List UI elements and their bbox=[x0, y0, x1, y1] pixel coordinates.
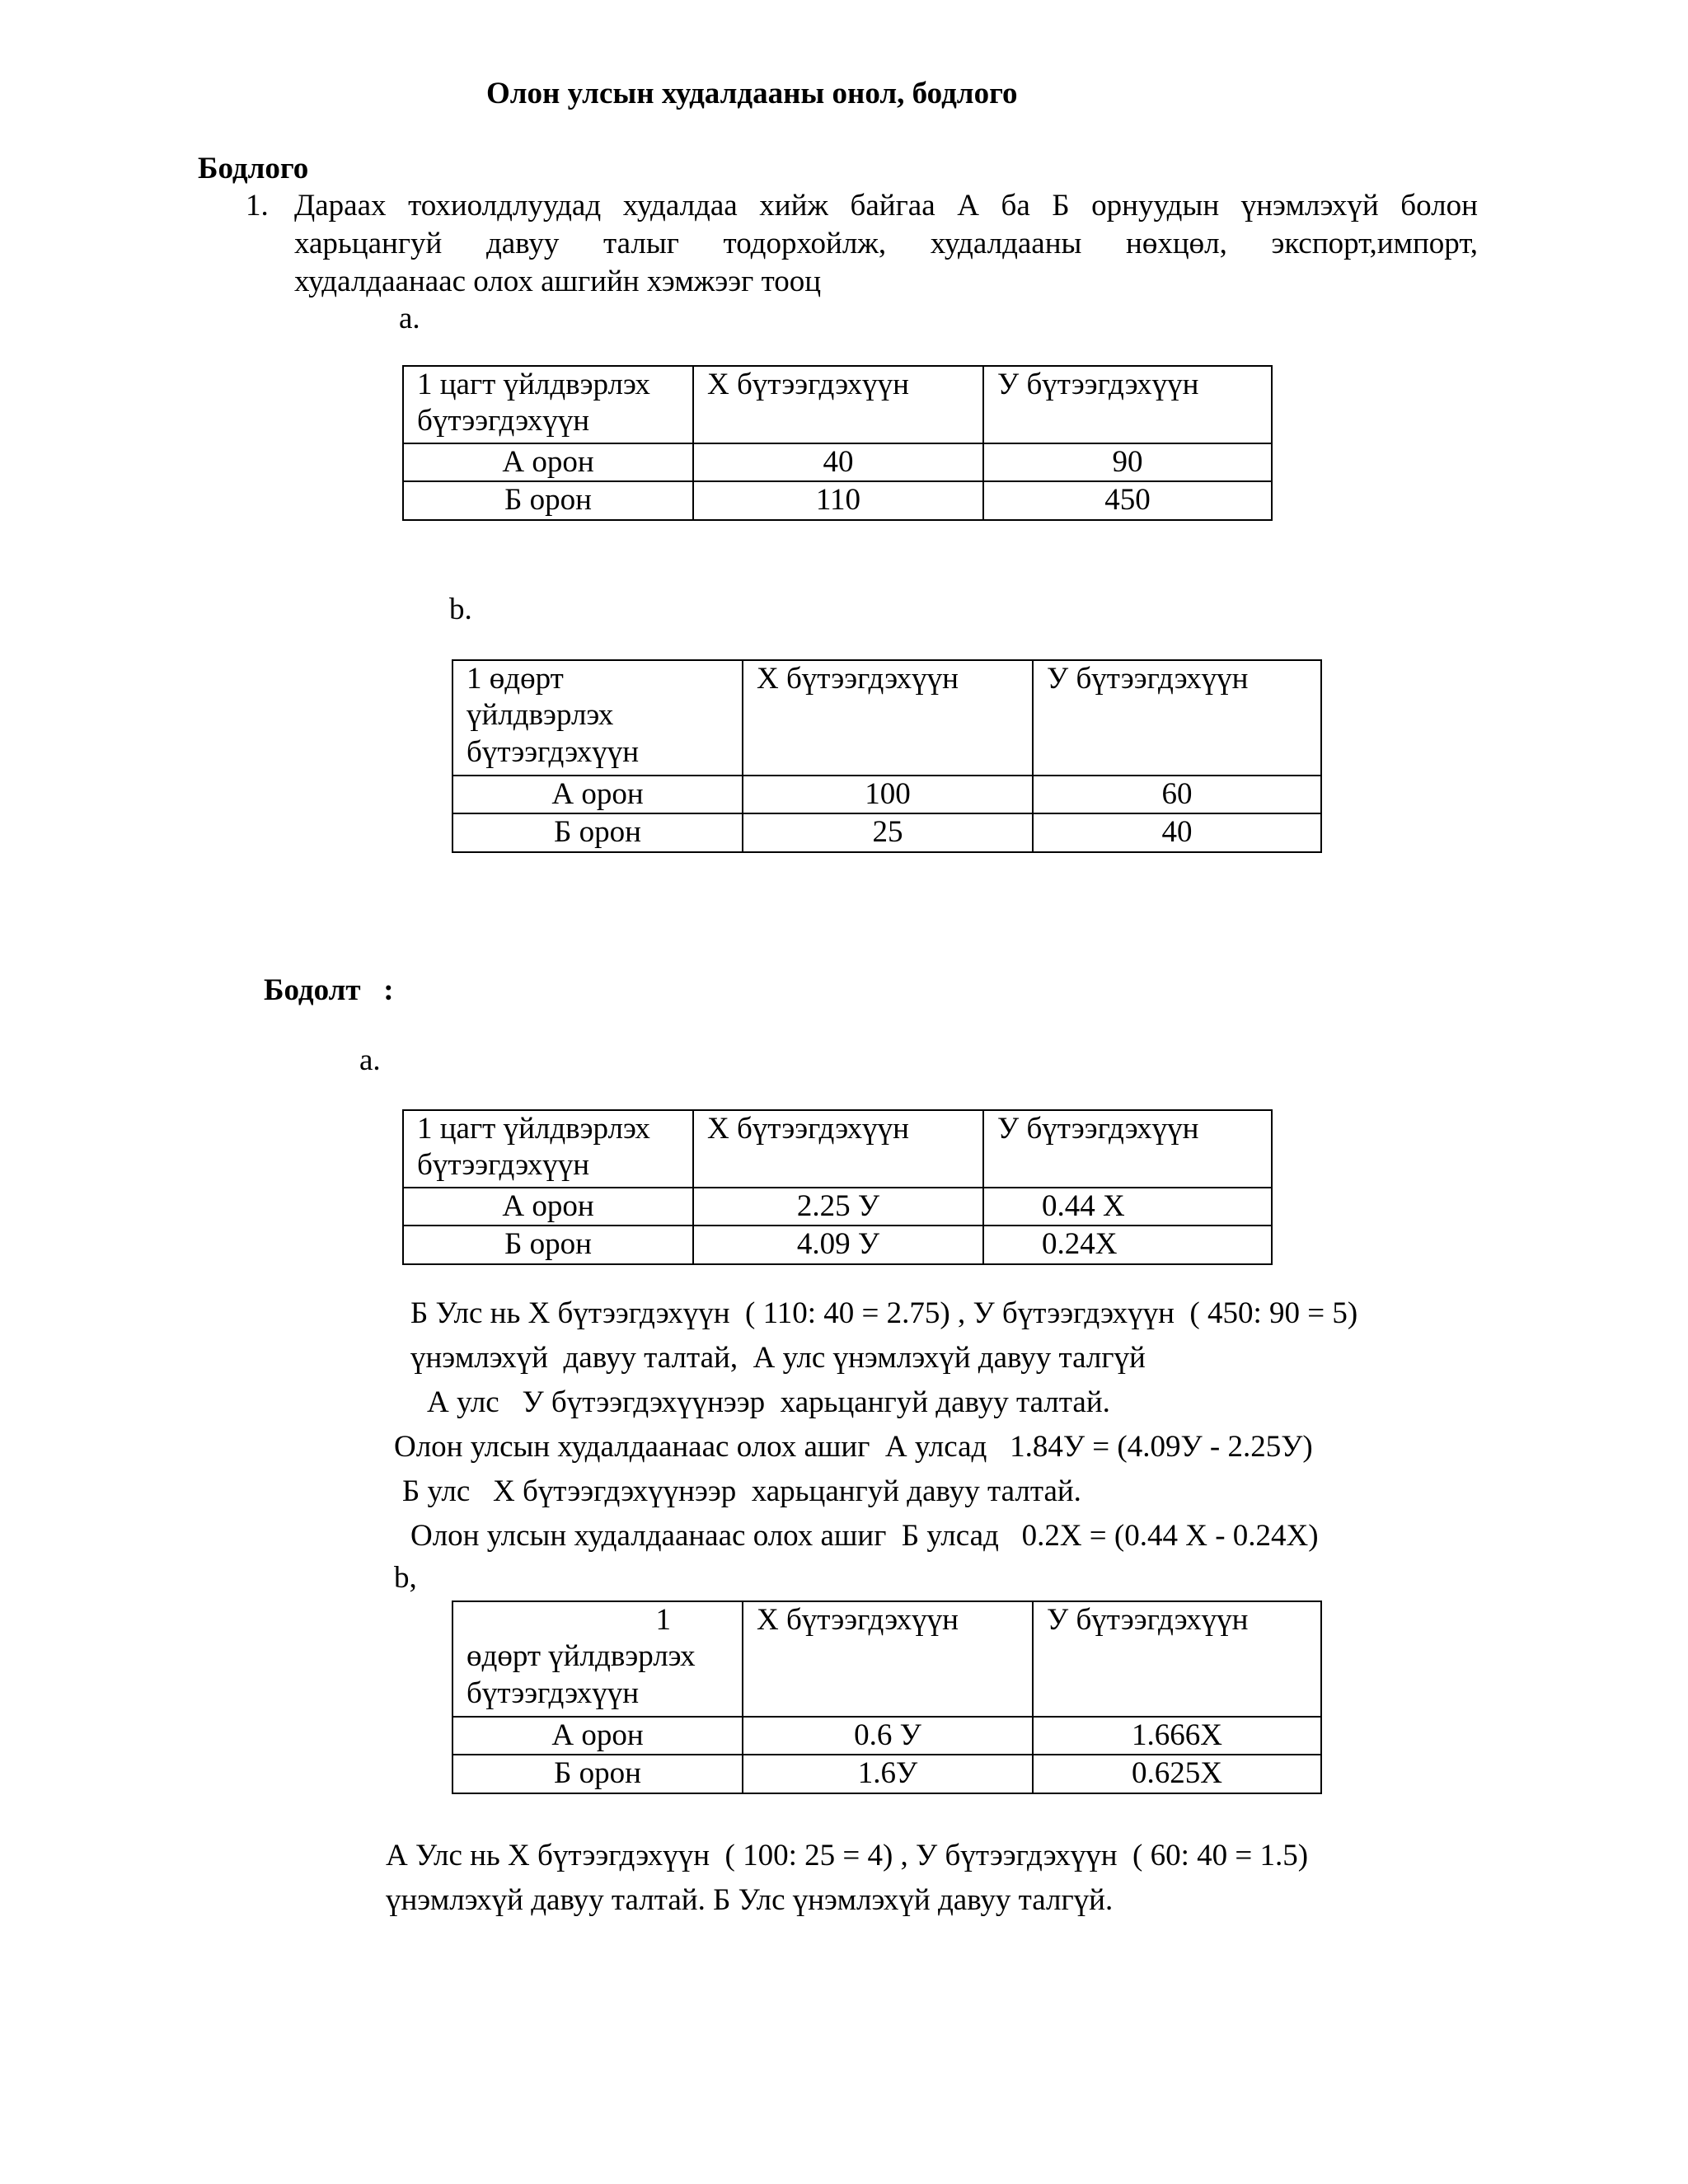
solution-a-text-1: Б Улс нь Х бүтээгдэхүүн ( 110: 40 = 2.75) , У бүтээгдэхүүн ( 450: 90 = 5) bbox=[410, 1296, 1358, 1330]
problem-word: харьцангуй bbox=[294, 227, 443, 260]
table-row bbox=[403, 481, 1272, 519]
table-cell: 100 bbox=[743, 776, 1033, 813]
problem-word: тохиолдлуудад bbox=[408, 189, 602, 223]
solution-a-text-4: Олон улсын худалдаанаас олох ашиг А улсад 1.84У = (4.09У - 2.25У) bbox=[394, 1430, 1313, 1464]
problem-number: 1. bbox=[246, 189, 269, 223]
table-cell: А орон bbox=[403, 443, 693, 481]
table-row bbox=[403, 443, 1272, 481]
table-cell: 0.625Х bbox=[1033, 1755, 1321, 1793]
table-cell: Б орон bbox=[452, 813, 743, 851]
solution-heading: Бодолт : bbox=[264, 973, 394, 1007]
problem-word: Дараах bbox=[294, 189, 387, 223]
table-row bbox=[403, 1188, 1272, 1226]
table-cell: 25 bbox=[743, 813, 1033, 851]
problem-word: байгаа bbox=[850, 189, 935, 223]
table-row bbox=[452, 1717, 1321, 1755]
solution-part-b-label: b, bbox=[394, 1561, 417, 1595]
problem-part-a-label: a. bbox=[399, 302, 420, 335]
table-header-cell: 1 цагт үйлдвэрлэх бүтээгдэхүүн bbox=[403, 366, 693, 443]
problem-word: А bbox=[957, 189, 979, 223]
solution-table-a bbox=[402, 1109, 1273, 1265]
table-header-row bbox=[452, 1601, 1321, 1717]
table-header-row bbox=[452, 660, 1321, 776]
table-cell: А орон bbox=[452, 1717, 743, 1755]
table-header-cell: Х бүтээгдэхүүн bbox=[693, 366, 983, 443]
problem-table-a bbox=[402, 365, 1273, 521]
table-cell: А орон bbox=[403, 1188, 693, 1226]
table-cell: 90 bbox=[983, 443, 1272, 481]
table-header-cell: Х бүтээгдэхүүн bbox=[693, 1110, 983, 1188]
table-header-cell: Х бүтээгдэхүүн bbox=[743, 1601, 1033, 1717]
solution-a-text-6: Олон улсын худалдаанаас олох ашиг Б улсад 0.2Х = (0.44 Х - 0.24Х) bbox=[410, 1519, 1319, 1553]
table-header-cell: 1 цагт үйлдвэрлэх бүтээгдэхүүн bbox=[403, 1110, 693, 1188]
table-row bbox=[452, 1755, 1321, 1793]
solution-a-text-5: Б улс Х бүтээгдэхүүнээр харьцангуй давуу талтай. bbox=[402, 1474, 1081, 1508]
problem-word: Б bbox=[1052, 189, 1070, 223]
solution-table-b bbox=[452, 1601, 1322, 1794]
problem-word: талыг bbox=[603, 227, 679, 260]
problem-line-3: худалдаанаас олох ашгийн хэмжээг тооц bbox=[294, 265, 822, 298]
table-cell: 4.09 У bbox=[693, 1226, 983, 1263]
problem-word: худалдааны bbox=[930, 227, 1082, 260]
table-cell: 0.44 Х bbox=[983, 1188, 1272, 1226]
table-header-cell: 1 өдөрт үйлдвэрлэх бүтээгдэхүүн bbox=[452, 660, 743, 776]
table-cell: 450 bbox=[983, 481, 1272, 519]
table-header-cell-text: өдөрт үйлдвэрлэх бүтээгдэхүүн bbox=[467, 1639, 696, 1710]
table-cell: 40 bbox=[1033, 813, 1321, 851]
table-header-cell: У бүтээгдэхүүн bbox=[983, 1110, 1272, 1188]
solution-a-text-2: үнэмлэхүй давуу талтай, А улс үнэмлэхүй давуу талгүй bbox=[410, 1341, 1146, 1375]
problem-heading: Бодлого bbox=[198, 152, 309, 185]
problem-line-2 bbox=[294, 226, 1478, 262]
table-header-row bbox=[403, 366, 1272, 443]
problem-word: үнэмлэхүй bbox=[1240, 189, 1379, 223]
problem-word: ба bbox=[1001, 189, 1030, 223]
solution-a-text-3: А улс У бүтээгдэхүүнээр харьцангуй давуу талтай. bbox=[427, 1385, 1110, 1419]
solution-b-text-1: А Улс нь Х бүтээгдэхүүн ( 100: 25 = 4) , У бүтээгдэхүүн ( 60: 40 = 1.5) bbox=[386, 1839, 1309, 1872]
table-header-cell: У бүтээгдэхүүн bbox=[1033, 1601, 1321, 1717]
table-cell: 1.6У bbox=[743, 1755, 1033, 1793]
table-cell: 0.24Х bbox=[983, 1226, 1272, 1263]
problem-table-b bbox=[452, 659, 1322, 853]
problem-part-b-label: b. bbox=[449, 593, 472, 626]
table-row bbox=[452, 776, 1321, 813]
table-header-cell: У бүтээгдэхүүн bbox=[983, 366, 1272, 443]
table-cell: 110 bbox=[693, 481, 983, 519]
page-title: Олон улсын худалдааны онол, бодлого bbox=[486, 77, 1018, 110]
problem-line-1 bbox=[294, 188, 1478, 224]
table-cell: Б орон bbox=[403, 481, 693, 519]
problem-word: хийж bbox=[759, 189, 828, 223]
table-row bbox=[403, 1226, 1272, 1263]
table-cell: 2.25 У bbox=[693, 1188, 983, 1226]
table-cell: 0.6 У bbox=[743, 1717, 1033, 1755]
table-cell: А орон bbox=[452, 776, 743, 813]
problem-word: тодорхойлж, bbox=[723, 227, 887, 260]
table-cell: 1.666Х bbox=[1033, 1717, 1321, 1755]
table-cell: 40 bbox=[693, 443, 983, 481]
table-header-cell: Х бүтээгдэхүүн bbox=[743, 660, 1033, 776]
table-cell: Б орон bbox=[403, 1226, 693, 1263]
problem-word: нөхцөл, bbox=[1126, 227, 1227, 260]
table-header-cell: У бүтээгдэхүүн bbox=[1033, 660, 1321, 776]
problem-word: худалдаа bbox=[622, 189, 738, 223]
problem-word: болон bbox=[1400, 189, 1478, 223]
table-row bbox=[452, 813, 1321, 851]
table-header-cell bbox=[452, 1601, 743, 1717]
table-header-row bbox=[403, 1110, 1272, 1188]
table-cell: 60 bbox=[1033, 776, 1321, 813]
problem-word: орнуудын bbox=[1091, 189, 1220, 223]
problem-word: давуу bbox=[485, 227, 560, 260]
solution-b-text-2: үнэмлэхүй давуу талтай. Б Улс үнэмлэхүй давуу талгүй. bbox=[386, 1883, 1114, 1917]
solution-part-a-label: a. bbox=[359, 1043, 381, 1077]
table-cell: Б орон bbox=[452, 1755, 743, 1793]
table-header-cell-number: 1 bbox=[655, 1603, 671, 1637]
problem-word: экспорт,импорт, bbox=[1271, 227, 1478, 260]
